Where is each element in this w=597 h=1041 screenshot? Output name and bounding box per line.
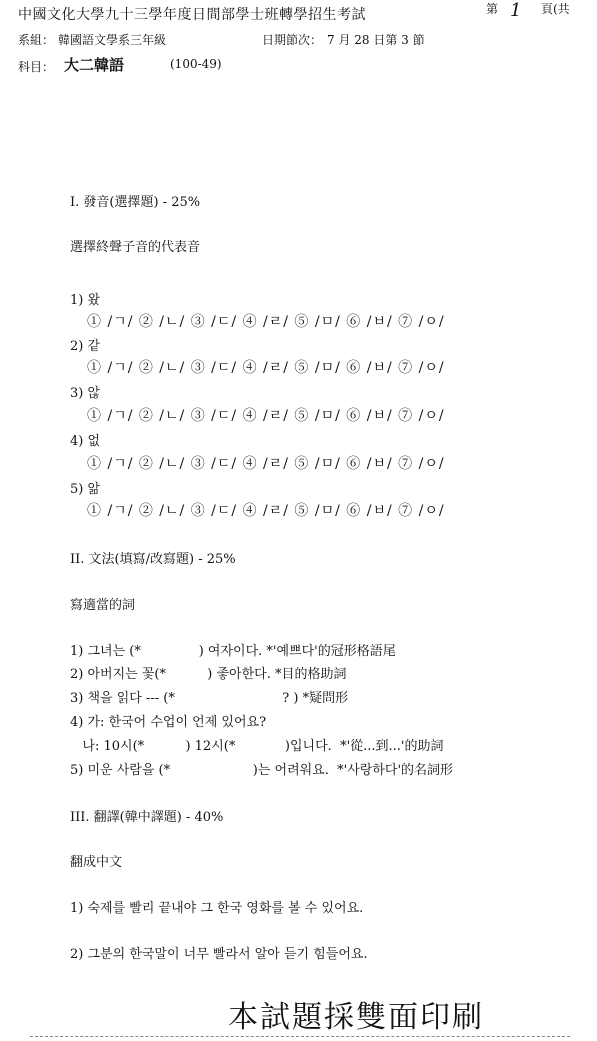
double-sided-print-note: 本試題採雙面印刷 [228,1000,484,1035]
page-label-left: 第 [486,2,499,16]
s2-q4-answer: 나: 10시(* ) 12시(* )입니다. *'從...到...'的助詞 [70,739,444,754]
s1-q3-label: 3) 않 [70,386,101,401]
s1-q2-label: 2) 같 [70,339,101,354]
s1-q2-options: ① /ㄱ/ ② /ㄴ/ ③ /ㄷ/ ④ /ㄹ/ ⑤ /ㅁ/ ⑥ /ㅂ/ ⑦ /ㅇ/ [87,360,445,376]
subject-label: 科目： [18,60,55,74]
s1-q1-label: 1) 왔 [70,293,101,308]
s1-q4-options: ① /ㄱ/ ② /ㄴ/ ③ /ㄷ/ ④ /ㄹ/ ⑤ /ㅁ/ ⑥ /ㅂ/ ⑦ /ㅇ/ [87,456,445,472]
bottom-divider [30,1036,570,1037]
subject-code: (100-49) [170,57,222,71]
section3-instruction: 翻成中文 [70,855,123,870]
page-number: 1 [510,0,522,21]
dept-label: 系組： [18,33,55,47]
s1-q3-options: ① /ㄱ/ ② /ㄴ/ ③ /ㄷ/ ④ /ㄹ/ ⑤ /ㅁ/ ⑥ /ㅂ/ ⑦ /ㅇ/ [87,408,445,424]
s2-q1: 1) 그녀는 (* ) 여자이다. *'예쁘다'的冠形格語尾 [70,644,396,659]
s1-q5-options: ① /ㄱ/ ② /ㄴ/ ③ /ㄷ/ ④ /ㄹ/ ⑤ /ㅁ/ ⑥ /ㅂ/ ⑦ /ㅇ/ [87,503,445,519]
dept-value: 韓國語文學系三年級 [58,33,167,47]
section1-title: I. 發音(選擇題) - 25% [70,195,201,210]
page-label-right: 頁(共 [541,2,570,16]
section3-title: III. 翻譯(韓中譯題) - 40% [70,810,224,825]
s2-q2: 2) 아버지는 꽃(* ) 좋아한다. *目的格助詞 [70,667,347,682]
s3-q2: 2) 그분의 한국말이 너무 빨라서 알아 듣기 힘들어요. [70,947,368,962]
date-value: 7 月 28 日第 3 節 [327,33,425,47]
subject-value: 大二韓語 [64,56,125,74]
section2-title: II. 文法(填寫/改寫題) - 25% [70,552,236,567]
s2-q4: 4) 가: 한국어 수업이 언제 있어요? [70,715,267,730]
s1-q1-options: ① /ㄱ/ ② /ㄴ/ ③ /ㄷ/ ④ /ㄹ/ ⑤ /ㅁ/ ⑥ /ㅂ/ ⑦ /ㅇ/ [87,314,445,330]
s1-q5-label: 5) 앎 [70,482,101,497]
exam-title: 中國文化大學九十三學年度日間部學士班轉學招生考試 [18,7,366,23]
s1-q4-label: 4) 없 [70,434,101,449]
section2-instruction: 寫適當的詞 [70,598,136,613]
s2-q5: 5) 미운 사람을 (* )는 어려워요. *'사랑하다'的名詞形 [70,763,454,778]
s3-q1: 1) 숙제를 빨리 끝내야 그 한국 영화를 볼 수 있어요. [70,901,364,916]
date-label: 日期節次： [262,33,323,47]
section1-instruction: 選擇終聲子音的代表音 [70,240,201,255]
s2-q3: 3) 책을 읽다 --- (* ? ) *疑問形 [70,691,349,706]
